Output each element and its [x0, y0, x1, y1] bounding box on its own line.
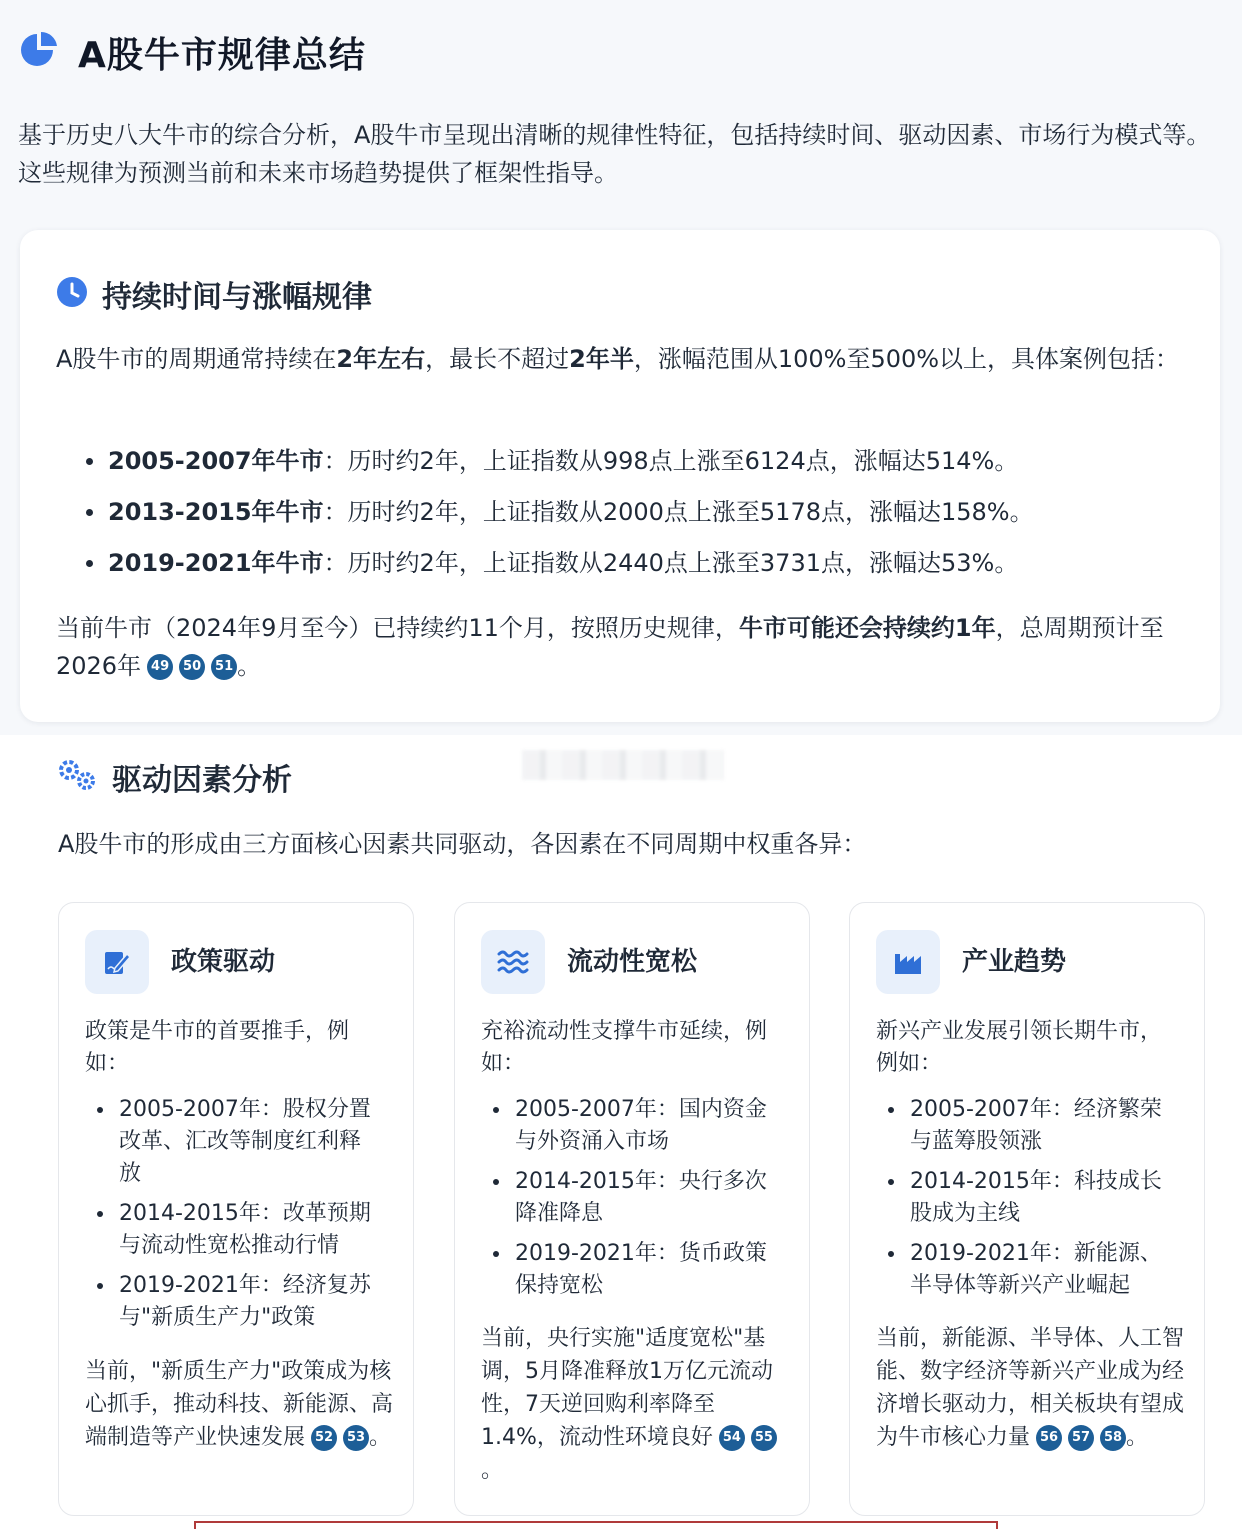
citation-badge[interactable]: 49	[147, 654, 173, 680]
driver-title: 流动性宽松	[567, 947, 698, 977]
clock-icon	[56, 276, 88, 312]
drivers-heading: 驱动因素分析	[112, 763, 292, 798]
intro-paragraph: 基于历史八大牛市的综合分析，A股牛市呈现出清晰的规律性特征，包括持续时间、驱动因素、市场行为模式等。这些规律为预测当前和未来市场趋势提供了框架性指导。	[18, 121, 1211, 187]
page-header	[18, 24, 366, 80]
citation-badge[interactable]: 52	[311, 1425, 337, 1451]
driver-desc: 新兴产业发展引领长期牛市，例如：	[876, 1019, 1163, 1076]
driver-current: 当前，央行实施"适度宽松"基调，5月降准释放1万亿元流动性，7天逆回购利率降至1.4%，流动性环境良好 54 55。	[481, 1322, 789, 1487]
driver-desc: 政策是牛市的首要推手，例如：	[85, 1019, 350, 1076]
policy-document-pen-icon	[85, 930, 149, 994]
next-section-border	[194, 1521, 998, 1529]
duration-lead: A股牛市的周期通常持续在2年左右，最长不超过2年半，涨幅范围从100%至500%以上，具体案例包括：	[56, 345, 1180, 373]
list-item: 2005-2007年：国内资金与外资涌入市场	[491, 1094, 771, 1158]
citation-badge[interactable]: 54	[719, 1425, 745, 1451]
duration-current: 当前牛市（2024年9月至今）已持续约11个月，按照历史规律，牛市可能还会持续约1年，总周期预计至2026年 49 50 51 。	[56, 614, 1164, 680]
blurred-watermark	[522, 750, 724, 780]
list-item: 2014-2015年：央行多次降准降息	[491, 1166, 771, 1230]
driver-current: 当前，新能源、半导体、人工智能、数字经济等新兴产业成为经济增长驱动力，相关板块有望成为牛市核心力量 56 57 58 。	[876, 1326, 1185, 1450]
list-item: 2005-2007年：经济繁荣与蓝筹股领涨	[886, 1094, 1166, 1158]
drivers-intro: A股牛市的形成由三方面核心因素共同驱动，各因素在不同周期中权重各异：	[58, 830, 867, 858]
driver-title: 政策驱动	[171, 947, 276, 977]
driver-examples	[886, 1094, 1166, 1310]
list-item: 2005-2007年牛市：历时约2年，上证指数从998点上涨至6124点，涨幅达514%。	[86, 442, 1034, 493]
driver-examples	[491, 1094, 771, 1310]
gears-icon	[56, 757, 98, 797]
list-item: 2019-2021年：经济复苏与"新质生产力"政策	[95, 1270, 375, 1334]
list-item: 2014-2015年：改革预期与流动性宽松推动行情	[95, 1198, 375, 1262]
list-item: 2005-2007年：股权分置改革、汇改等制度红利释放	[95, 1094, 375, 1190]
duration-section-header	[56, 272, 372, 316]
driver-current: 当前，"新质生产力"政策成为核心抓手，推动科技、新能源、高端制造等产业快速发展 52 53 。	[85, 1359, 394, 1450]
driver-title: 产业趋势	[962, 947, 1067, 977]
list-item: 2019-2021年：货币政策保持宽松	[491, 1238, 771, 1302]
driver-desc: 充裕流动性支撑牛市延续，例如：	[481, 1019, 768, 1076]
citation-badge[interactable]: 50	[179, 654, 205, 680]
list-item: 2014-2015年：科技成长股成为主线	[886, 1166, 1166, 1230]
pie-chart-icon	[18, 29, 60, 75]
page-title: A股牛市规律总结	[78, 34, 366, 76]
driver-examples	[95, 1094, 375, 1342]
list-item: 2019-2021年：新能源、半导体等新兴产业崛起	[886, 1238, 1166, 1302]
industry-factory-icon	[876, 930, 940, 994]
list-item: 2013-2015年牛市：历时约2年，上证指数从2000点上涨至5178点，涨幅达158%。	[86, 493, 1034, 544]
citation-badge[interactable]: 51	[211, 654, 237, 680]
citation-badge[interactable]: 58	[1100, 1425, 1126, 1451]
water-waves-icon	[481, 930, 545, 994]
bull-market-cases	[86, 442, 1034, 595]
list-item: 2019-2021年牛市：历时约2年，上证指数从2440点上涨至3731点，涨幅达53%。	[86, 544, 1034, 595]
citation-badge[interactable]: 55	[751, 1425, 777, 1451]
drivers-section-header	[56, 755, 292, 799]
driver-card-policy	[58, 902, 414, 1516]
citation-badge[interactable]: 57	[1068, 1425, 1094, 1451]
citation-badge[interactable]: 53	[343, 1425, 369, 1451]
duration-heading: 持续时间与涨幅规律	[102, 280, 372, 315]
citation-badge[interactable]: 56	[1036, 1425, 1062, 1451]
driver-card-industry	[849, 902, 1205, 1516]
driver-card-liquidity	[454, 902, 810, 1516]
